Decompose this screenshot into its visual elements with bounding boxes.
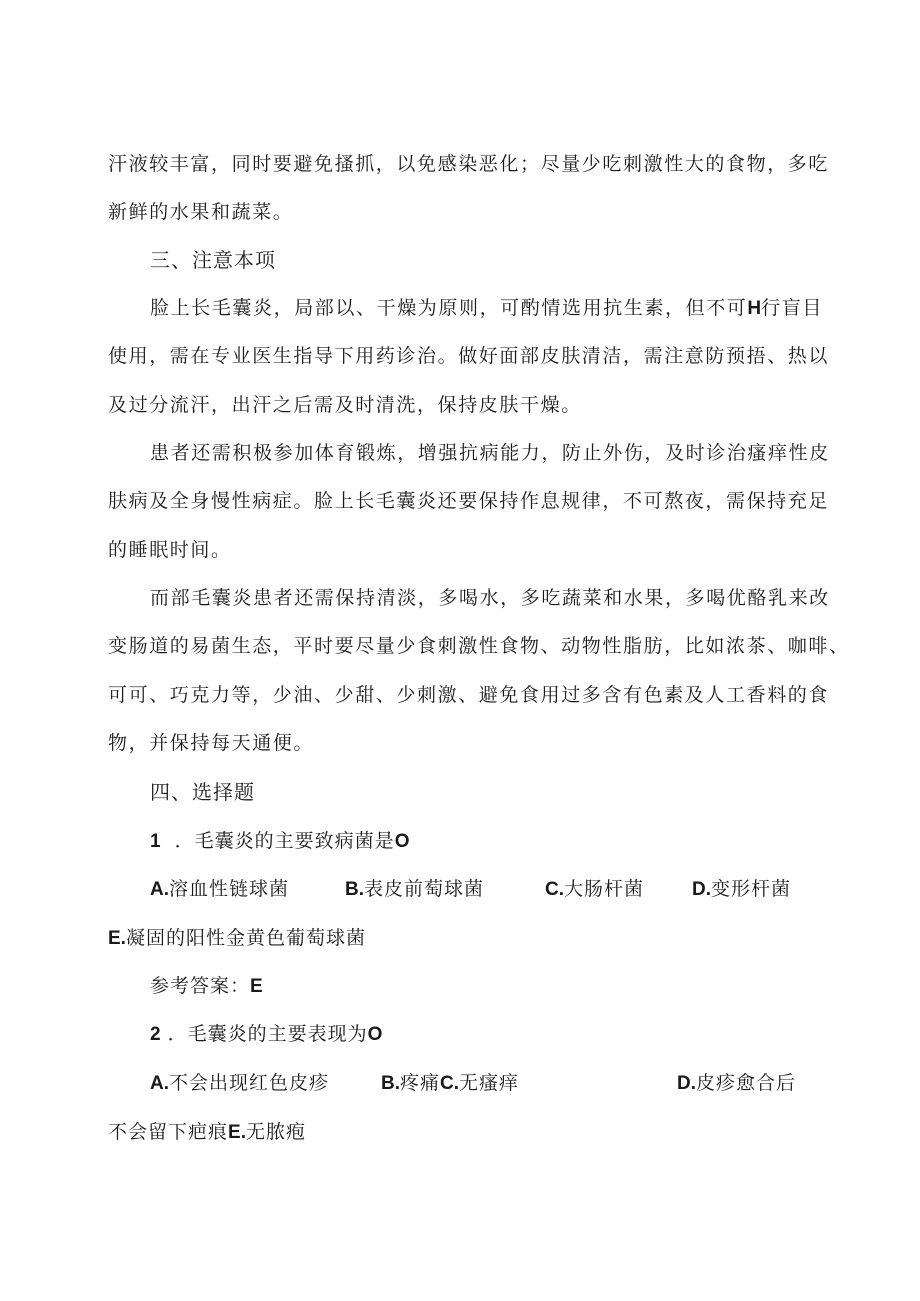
paragraph-line: 及过分流汗，出汗之后需及时清洗，保持皮肤干燥。 — [108, 394, 582, 416]
option-text: 表皮前萄球菌 — [364, 878, 485, 900]
option-text: 大肠杆菌 — [564, 878, 645, 900]
paragraph-line: 新鲜的水果和蔬菜。 — [108, 201, 294, 223]
paragraph-line: 汗液较丰富，同时要避免搔抓，以免感染恶化；尽量少吃刺激性大的食物，多吃 — [108, 153, 830, 175]
answer-blank: O — [394, 831, 410, 852]
paragraph-line: 变肠道的易菌生态，平时要尽量少食刺激性食物、动物性脂肪，比如浓茶、咖啡、 — [108, 635, 850, 657]
option-a — [150, 877, 289, 902]
question-number: 1 — [150, 831, 161, 852]
paragraph-line: 的睡眠时间。 — [108, 539, 232, 561]
option-label: B. — [381, 1073, 400, 1094]
option-text: 无脓疱 — [245, 1121, 306, 1143]
question-2 — [150, 1022, 382, 1047]
section-heading: 四、选择题 — [150, 780, 255, 804]
option-label: E. — [228, 1122, 246, 1143]
paragraph-line — [150, 296, 823, 321]
paragraph-text: 脸上长毛囊炎，局部以、干燥为原则，可酌情选用抗生素，但不可 — [150, 297, 748, 319]
answer-label: 参考答案： — [150, 975, 251, 997]
option-d-continued-e — [108, 1120, 306, 1145]
stray-mark: H — [747, 298, 762, 319]
question-text: ．毛囊炎的主要致病菌是 — [174, 830, 395, 852]
option-label: A. — [150, 1073, 169, 1094]
option-c — [545, 877, 644, 902]
paragraph-line: 物，并保持每天通便。 — [108, 732, 315, 754]
option-text: 不会留下疤痕 — [108, 1121, 229, 1143]
answer-blank: O — [367, 1024, 383, 1045]
paragraph-line: 肤病及全身慢性病症。脸上长毛囊炎还要保持作息规律，不可熬夜，需保持充足 — [108, 490, 830, 512]
option-text: 溶血性链球菌 — [169, 878, 290, 900]
option-text: 不会出现红色皮疹 — [169, 1072, 330, 1094]
option-label: D. — [692, 879, 711, 900]
option-label: C. — [440, 1073, 460, 1094]
paragraph-line: 使用，需在专业医生指导下用药诊治。做好面部皮肤清洁，需注意防预捂、热以 — [108, 345, 830, 367]
option-d — [692, 877, 791, 902]
option-text: 无瘙痒 — [459, 1072, 520, 1094]
option-text: 凝固的阳性金黄色葡萄球菌 — [125, 927, 366, 949]
option-label: A. — [150, 879, 169, 900]
paragraph-line: 患者还需积极参加体育锻炼，增强抗病能力，防止外伤，及时诊治瘙痒性皮 — [150, 442, 830, 464]
option-b — [345, 877, 484, 902]
question-1 — [150, 829, 409, 854]
reference-answer — [150, 974, 263, 999]
option-b-c — [381, 1071, 519, 1096]
option-text: 变形杆菌 — [711, 878, 792, 900]
option-label: D. — [677, 1073, 696, 1094]
question-text: ．毛囊炎的主要表现为 — [167, 1023, 368, 1045]
answer-value: E — [250, 976, 263, 997]
paragraph-line: 而部毛囊炎患者还需保持清淡，多喝水，多吃蔬菜和水果，多喝优酪乳来改 — [150, 587, 830, 609]
option-label: B. — [345, 879, 364, 900]
question-number: 2 — [150, 1024, 161, 1045]
option-e — [108, 926, 366, 951]
option-text: 皮疹愈合后 — [696, 1072, 797, 1094]
paragraph-line: 可可、巧克力等，少油、少甜、少刺激、避免食用过多含有色素及人工香料的食 — [108, 684, 830, 706]
paragraph-text: 行盲目 — [761, 297, 823, 319]
option-label: E. — [108, 928, 126, 949]
section-heading: 三、注意本项 — [150, 248, 276, 272]
option-a — [150, 1071, 329, 1096]
option-d — [677, 1071, 796, 1096]
option-label: C. — [545, 879, 564, 900]
option-text: 疼痛 — [400, 1072, 441, 1094]
